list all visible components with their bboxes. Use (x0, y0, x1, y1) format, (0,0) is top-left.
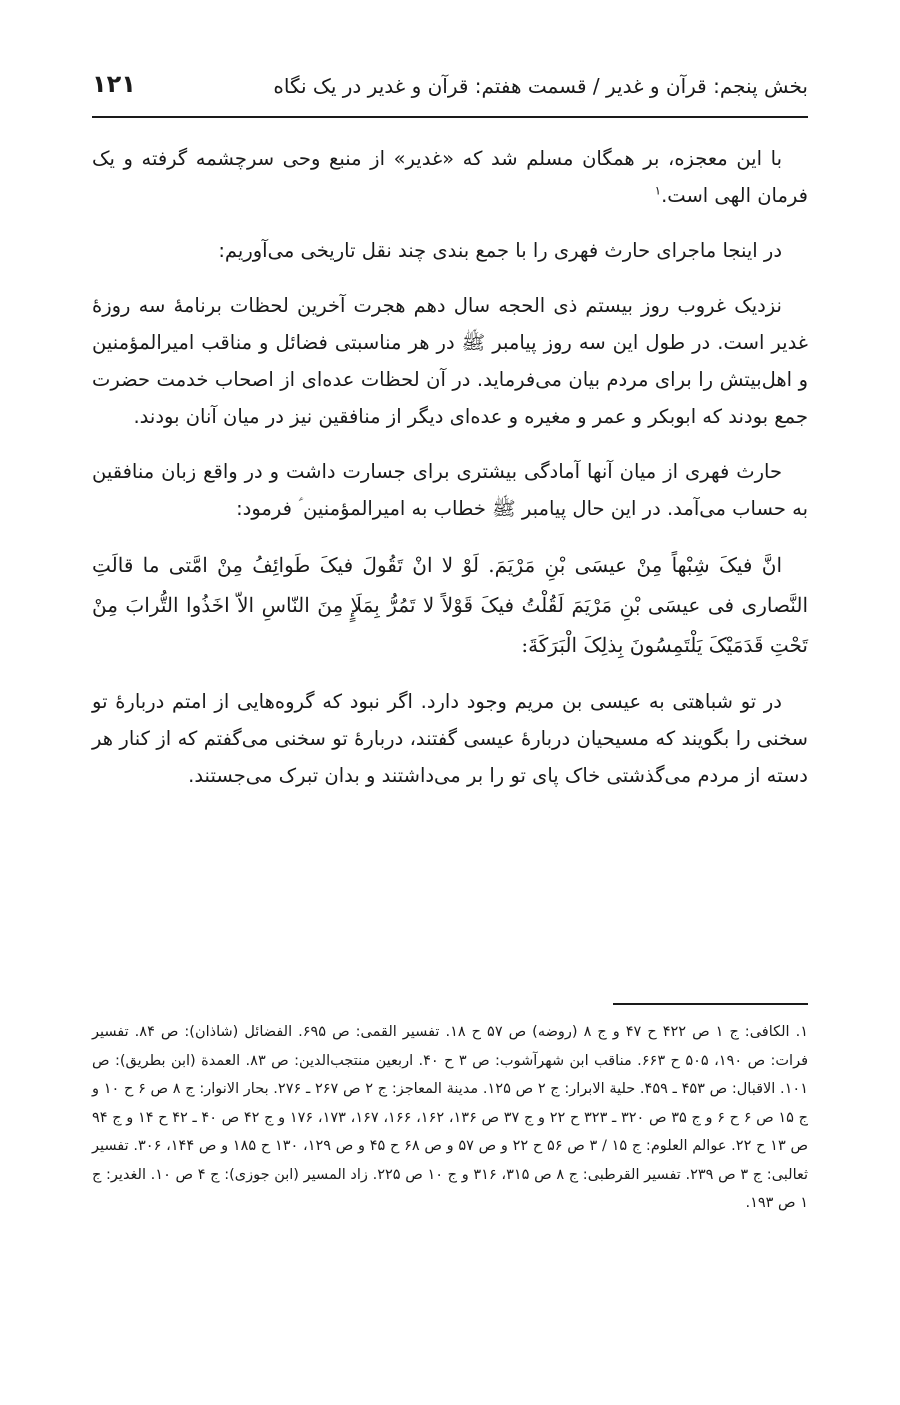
arabic-quotation: انَّ فیکَ شِبْهاً مِنْ عیسَی بْنِ مَرْیَمَ. لَوْ لا انْ تَقُولَ فیکَ طَوائِفُ مِنْ امَّتی ما قالَتِ النَّصاری فی عیسَی بْنِ مَرْیَمَ لَقُلْتُ فیکَ قَوْلاً لا تَمُرُّ بِمَلَإٍ مِنَ النّاسِ الاّ اخَذُوا التُّرابَ مِنْ تَحْتِ قَدَمَیْکَ یَلْتَمِسُونَ بِذلِکَ الْبَرَکَةَ: (92, 553, 808, 657)
page-header (92, 66, 808, 118)
paragraph-3: نزدیک غروب روز بیستم ذی الحجه سال دهم هجرت آخرین لحظات برنامهٔ سه روزهٔ غدیر است. در طول این سه روز پیامبر ﷺ در هر مناسبتی فضائل و مناقب امیرالمؤمنین و اهل‌بیتش را برای مردم بیان می‌فرماید. در آن لحظات عده‌ای از اصحاب خدمت حضرت جمع بودند که ابوبکر و عمر و مغیره و عده‌ای دیگر از منافقین نیز در میان آنان بودند. (92, 294, 808, 428)
running-head: بخش پنجم: قرآن و غدیر / قسمت هفتم: قرآن و غدیر در یک نگاه (273, 74, 808, 98)
paragraph-6: در تو شباهتی به عیسی بن مریم وجود دارد. اگر نبود که گروه‌هایی از امتم دربارهٔ تو سخنی را بگویند که مسیحیان دربارهٔ عیسی گفتند، دربارهٔ تو سخنی می‌گفتم که از کنار هر دسته از مردم می‌گذشتی خاک پای تو را بر می‌داشتند و بدان تبرک می‌جستند. (92, 690, 808, 787)
paragraph-1 (92, 140, 808, 214)
footnotes (92, 1018, 808, 1218)
footnote-separator (613, 1003, 808, 1005)
main-text (92, 140, 808, 812)
page-number: ۱۲۱ (92, 70, 136, 98)
paragraph-2: در اینجا ماجرای حارث فهری را با جمع بندی چند نقل تاریخی می‌آوریم: (218, 239, 782, 262)
footnote-1: ۱. الکافی: ج ۱ ص ۴۲۲ ح ۴۷ و ج ۸ (روضه) ص ۵۷ ح ۱۸. تفسیر القمی: ص ۶۹۵. الفضائل (شاذان): ص ۸۴. تفسیر فرات: ص ۱۹۰، ۵۰۵ ح ۶۶۳. مناقب ابن شهرآشوب: ص ۳ ح ۴۰. اربعین منتجب‌الدین: ص ۸۳. العمدة (ابن بطریق): ص ۱۰۱. الاقبال: ص ۴۵۳ ـ ۴۵۹. حلیة الابرار: ج ۲ ص ۱۲۵. مدینة المعاجز: ج ۲ ص ۲۶۷ ـ ۲۷۶. بحار الانوار: ج ۸ ص ۶ ح ۱۰ و ج ۱۵ ص ۶ ح ۶ و ج ۳۵ ص ۳۲۰ ـ ۳۲۳ ح ۲۲ و ج ۳۷ ص ۱۳۶، ۱۶۲، ۱۶۶، ۱۶۷، ۱۷۳، ۱۷۶ و ج ۴۲ ص ۴۰ ـ ۴۲ ح ۱۴ و ج ۹۴ ص ۱۳ ح ۲۲. عوالم العلوم: ج ۱۵ / ۳ ص ۵۶ ح ۲۲ و ص ۵۷ و ص ۶۸ ح ۴۵ و ص ۱۲۹، ۱۳۰ ح ۱۸۵ و ص ۱۴۴، ۳۰۶. تفسیر ثعالبی: ج ۳ ص ۲۳۹. تفسیر القرطبی: ج ۸ ص ۳۱۵، ۳۱۶ و ج ۱۰ ص ۲۲۵. زاد المسیر (ابن جوزی): ج ۴ ص ۱۰. الغدیر: ج ۱ ص ۱۹۳. (92, 1024, 809, 1211)
paragraph-4: حارث فهری از میان آنها آمادگی بیشتری برای جسارت داشت و در واقع زبان منافقین به حساب می‌آمد. در این حال پیامبر ﷺ خطاب به امیرالمؤمنین ؑ فرمود: (92, 460, 808, 520)
footnote-reference: ۱ (654, 183, 662, 198)
paragraph-1-text: با این معجزه، بر همگان مسلم شد که «غدیر» از منبع وحی سرچشمه گرفته و یک فرمان الهی است. (92, 147, 808, 207)
